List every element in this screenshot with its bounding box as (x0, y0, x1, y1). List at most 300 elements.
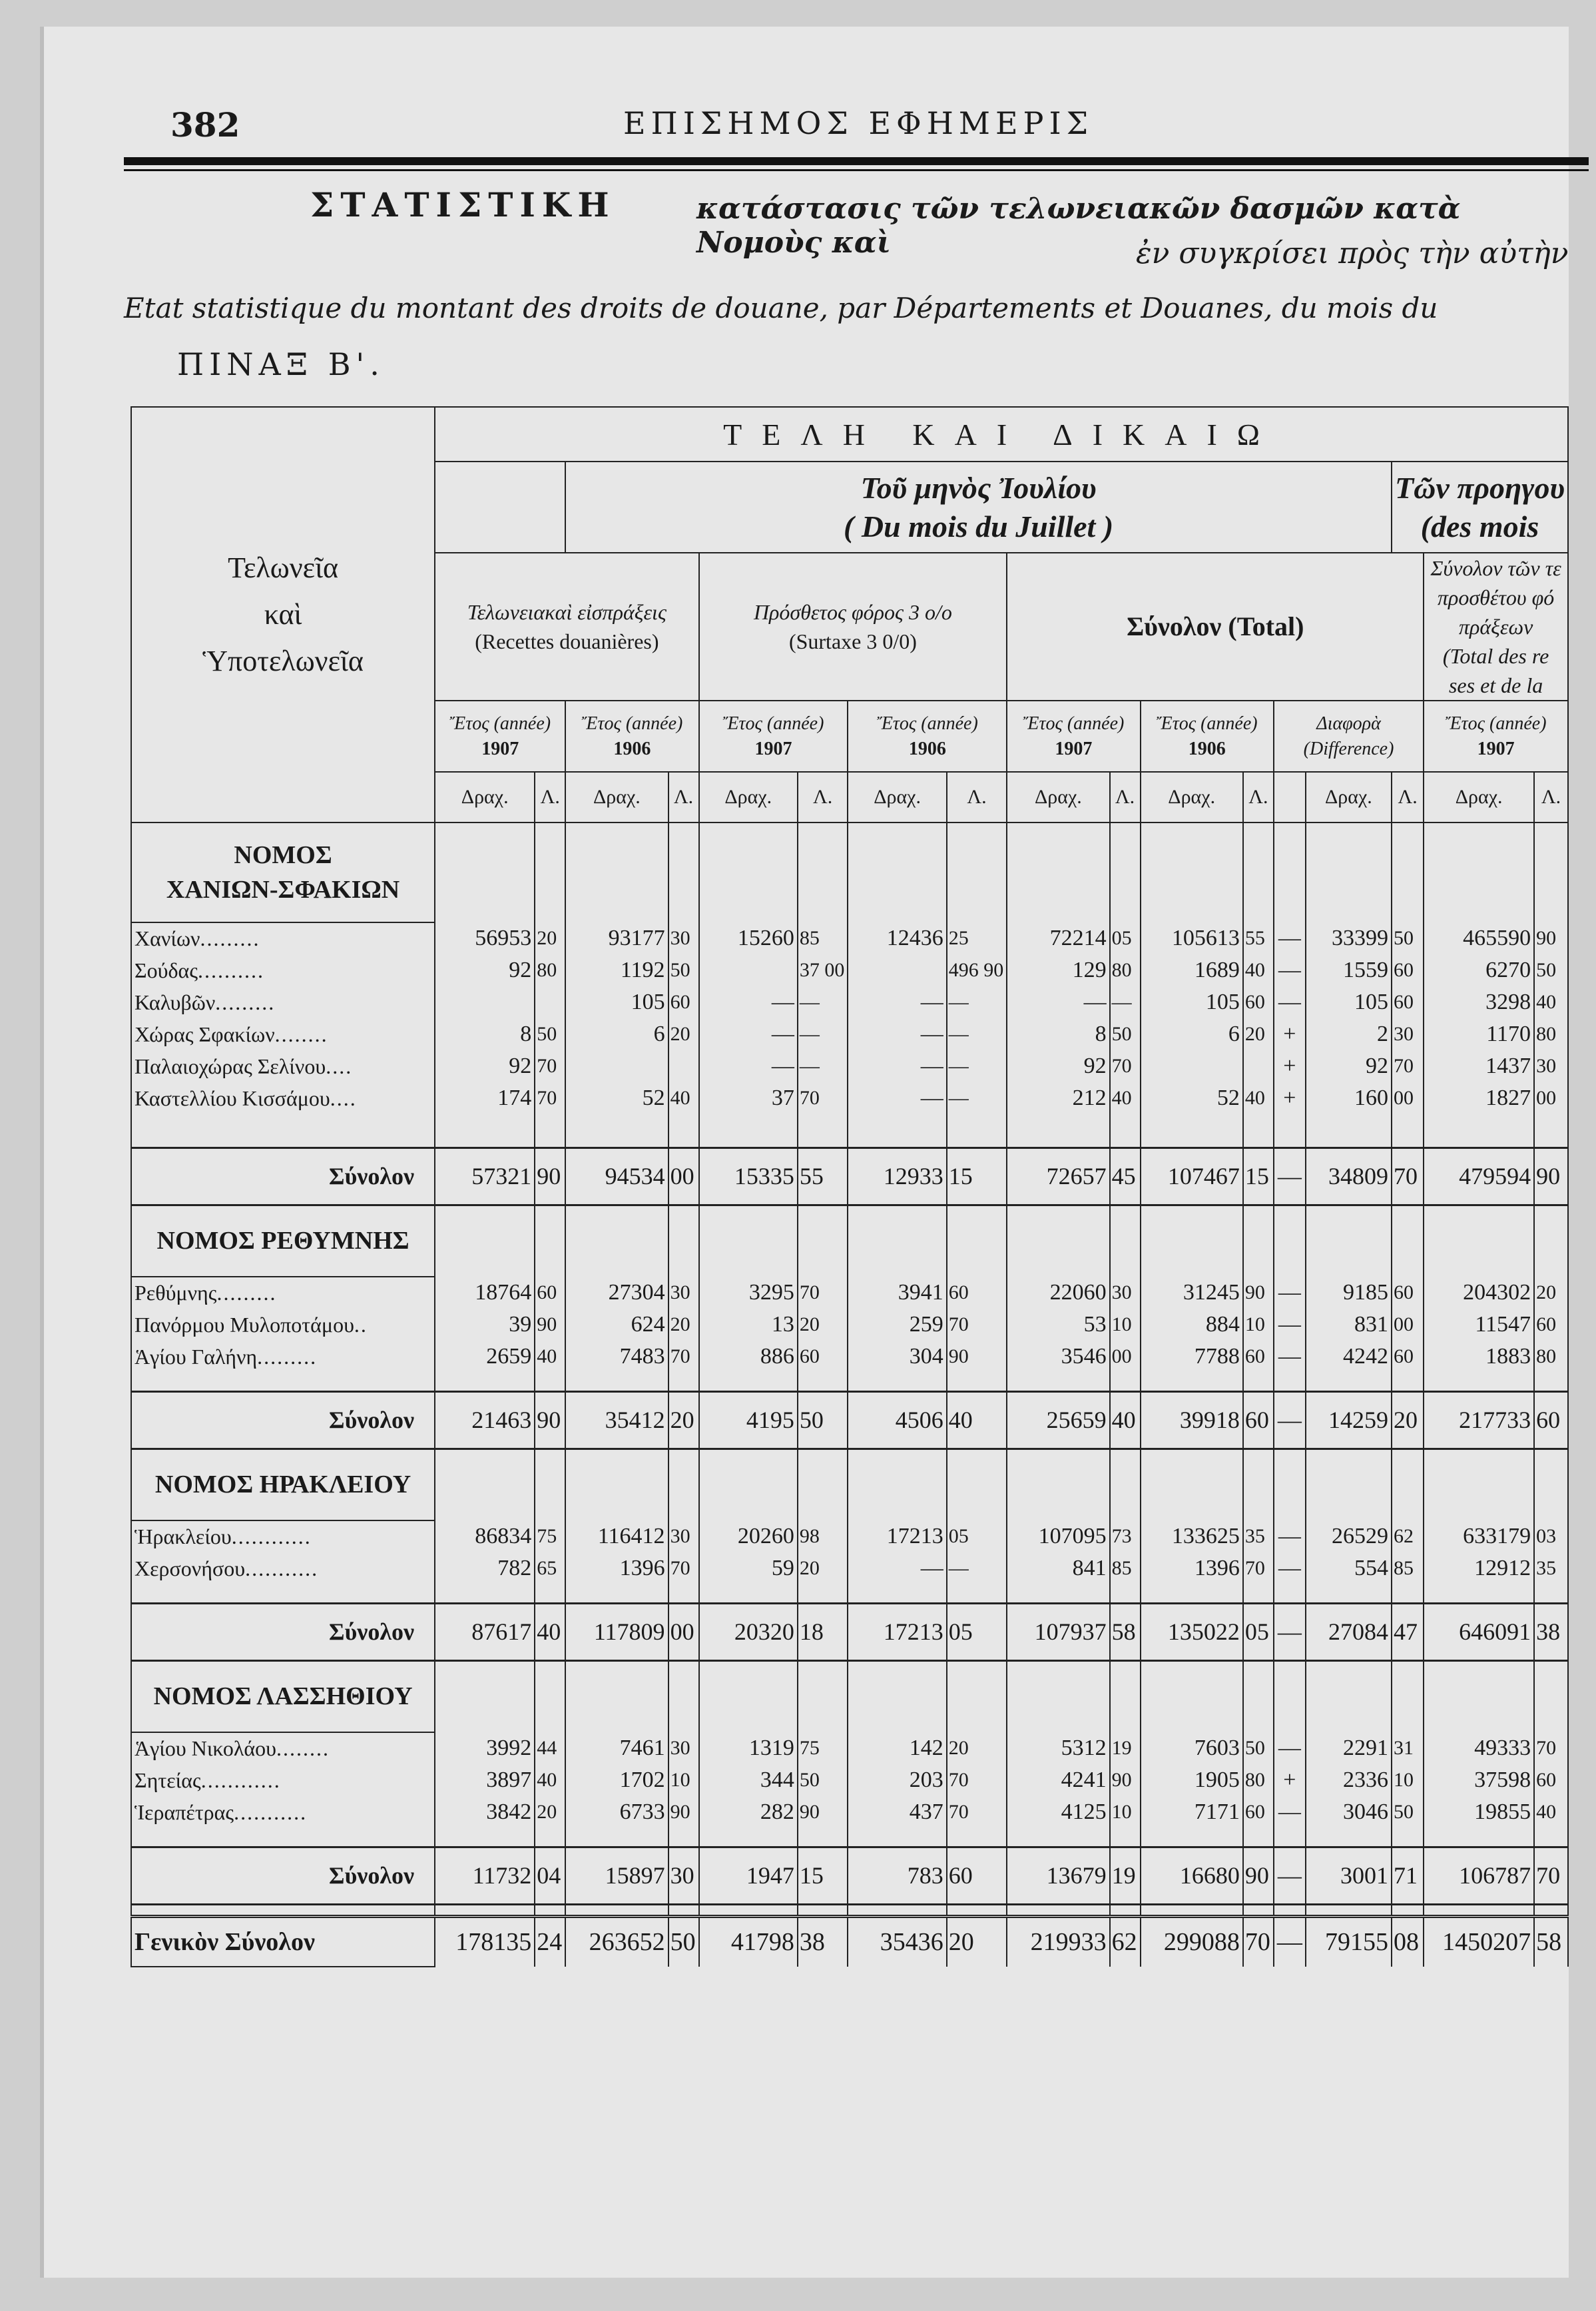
amount-drachmas: 15897 (565, 1847, 668, 1904)
blank-cell (565, 1660, 668, 1732)
amount-drachmas: 107467 (1141, 1148, 1243, 1205)
spacer-cell (1141, 1114, 1243, 1148)
amount-lepta: — (947, 1018, 1007, 1050)
difference-drachmas: 1559 (1306, 954, 1392, 986)
spacer-cell (1243, 1828, 1274, 1847)
prev-months-lepta: 80 (1534, 1018, 1568, 1050)
amount-lepta: — (947, 1082, 1007, 1114)
difference-sign: — (1274, 954, 1306, 986)
amount-lepta: 15 (1243, 1148, 1274, 1205)
amount-lepta: 60 (535, 1277, 565, 1309)
unit-lepta: Λ. (798, 772, 848, 823)
blank-cell (1141, 823, 1243, 922)
spacer-cell (1110, 1373, 1141, 1391)
prev-months-drachmas: 465590 (1424, 922, 1534, 954)
group-line: (Surtaxe 3 0/0) (788, 629, 917, 653)
amount-drachmas (848, 954, 946, 986)
amount-drachmas: 93177 (565, 922, 668, 954)
difference-drachmas: 33399 (1306, 922, 1392, 954)
corner-header (131, 407, 435, 823)
department-name-line: ΝΟΜΟΣ ΗΡΑΚΛΕΙΟΥ (154, 1471, 411, 1499)
blank-cell (1007, 1449, 1109, 1520)
amount-drachmas: — (699, 1050, 798, 1082)
unit-lepta: Λ. (1243, 772, 1274, 823)
prev-months-lepta: 35 (1534, 1552, 1568, 1584)
amount-drachmas: — (1007, 986, 1109, 1018)
newspaper-page (40, 27, 1569, 2278)
spacer-cell (1534, 1114, 1568, 1148)
amount-lepta (668, 1050, 699, 1082)
difference-lepta: 60 (1392, 1277, 1424, 1309)
blank-cell (947, 1205, 1007, 1277)
amount-drachmas: 116412 (565, 1520, 668, 1552)
office-name: Ἱεραπέτρας (134, 1800, 234, 1824)
blank-cell (1007, 1660, 1109, 1732)
amount-drachmas: 1396 (1141, 1552, 1243, 1584)
amount-lepta: 15 (798, 1847, 848, 1904)
spacer-cell (535, 1584, 565, 1603)
customs-office-label (131, 1796, 435, 1828)
spacer-cell (798, 1373, 848, 1391)
spacer-cell (1243, 1584, 1274, 1603)
unit-lepta: Λ. (1534, 772, 1568, 823)
spacer-cell (1534, 1584, 1568, 1603)
year-header (435, 701, 565, 772)
blank-cell (1141, 1205, 1243, 1277)
blank-cell (1306, 1660, 1392, 1732)
difference-sign: — (1274, 1847, 1306, 1904)
year-header (565, 701, 698, 772)
spacer-cell (798, 1828, 848, 1847)
difference-sign: — (1274, 1552, 1306, 1584)
amount-drachmas: 3941 (848, 1277, 946, 1309)
dot-leader: ......... (257, 1344, 318, 1369)
dot-leader: ........ (274, 1022, 328, 1046)
blank-cell (1110, 1449, 1141, 1520)
surtax-header (699, 553, 1007, 701)
blank-cell (947, 1449, 1007, 1520)
amount-lepta: 20 (668, 1309, 699, 1341)
spacer-cell (535, 1904, 565, 1916)
amount-lepta: 90 (1243, 1847, 1274, 1904)
spacer-cell (1306, 1584, 1392, 1603)
prev-months-drachmas: 646091 (1424, 1603, 1534, 1660)
spacer-row (131, 1904, 1568, 1916)
difference-drachmas: 2336 (1306, 1764, 1392, 1796)
statistics-table (131, 406, 1569, 1967)
spacer-cell (1424, 1114, 1534, 1148)
prev-months-lepta: 38 (1534, 1603, 1568, 1660)
spacer-cell (131, 1828, 435, 1847)
office-name: Πανόρμου Μυλοποτάμου (134, 1312, 354, 1337)
amount-drachmas: — (848, 1552, 946, 1584)
spacer-cell (699, 1904, 798, 1916)
unit-lepta: Λ. (947, 772, 1007, 823)
running-title: ΕΠΙΣΗΜΟΣ ΕΦΗΜΕΡΙΣ (623, 105, 1094, 141)
french-title: Etat statistique du montant des droits de douane, par Départements et Douanes, du mois du (124, 292, 1438, 324)
prev-total-line: προσθέτου φό (1437, 585, 1555, 609)
header-rule-thin (124, 169, 1589, 171)
spacer-cell (947, 1584, 1007, 1603)
prev-months-drachmas: 479594 (1424, 1148, 1534, 1205)
prev-months-lepta: 20 (1534, 1277, 1568, 1309)
blank-cell (1110, 823, 1141, 922)
amount-drachmas (1141, 1050, 1243, 1082)
amount-lepta: 90 (947, 1341, 1007, 1373)
amount-drachmas: 7603 (1141, 1732, 1243, 1764)
amount-lepta: 60 (1243, 1341, 1274, 1373)
spacer-row (131, 1828, 1568, 1847)
corner-line: Ὑποτελωνεῖα (202, 645, 364, 677)
amount-drachmas: 1319 (699, 1732, 798, 1764)
blank-cell (535, 1449, 565, 1520)
spacer-cell (668, 1828, 699, 1847)
spacer-cell (1424, 1904, 1534, 1916)
amount-lepta: 40 (947, 1391, 1007, 1449)
amount-lepta: 496 90 (947, 954, 1007, 986)
spacer-cell (1110, 1114, 1141, 1148)
prev-months-lepta: 90 (1534, 1148, 1568, 1205)
spacer-cell (1392, 1828, 1424, 1847)
amount-lepta: 37 00 (798, 954, 848, 986)
department-total-row (131, 1847, 1568, 1904)
amount-lepta: 30 (1110, 1277, 1141, 1309)
department-name-line: ΝΟΜΟΣ (234, 841, 332, 869)
spacer-cell (947, 1373, 1007, 1391)
dot-leader: .... (326, 1054, 353, 1078)
spacer-cell (565, 1828, 668, 1847)
amount-drachmas: 11732 (435, 1847, 535, 1904)
difference-sign: + (1274, 1050, 1306, 1082)
prev-months-lepta: 00 (1534, 1082, 1568, 1114)
spacer-cell (1534, 1904, 1568, 1916)
spacer-cell (1141, 1584, 1243, 1603)
spacer-cell (1110, 1904, 1141, 1916)
customs-office-row (131, 922, 1568, 954)
spacer-cell (1007, 1584, 1109, 1603)
spacer-cell (1141, 1904, 1243, 1916)
spacer-cell (1274, 1114, 1306, 1148)
difference-lepta: 20 (1392, 1391, 1424, 1449)
amount-lepta: 80 (535, 954, 565, 986)
spacer-cell (435, 1584, 535, 1603)
spacer-cell (1007, 1114, 1109, 1148)
amount-drachmas: 282 (699, 1796, 798, 1828)
spacer-cell (947, 1828, 1007, 1847)
prev-months-drachmas: 106787 (1424, 1847, 1534, 1904)
amount-lepta: 70 (1110, 1050, 1141, 1082)
amount-lepta: — (947, 1552, 1007, 1584)
difference-sign: — (1274, 1148, 1306, 1205)
diff-label: Διαφορὰ (1316, 713, 1381, 734)
blank-cell (1534, 1205, 1568, 1277)
prev-months-drachmas: 11547 (1424, 1309, 1534, 1341)
blank-cell (1274, 1449, 1306, 1520)
amount-drachmas: 52 (565, 1082, 668, 1114)
amount-lepta: 60 (798, 1341, 848, 1373)
blank-cell (947, 823, 1007, 922)
amount-lepta: 73 (1110, 1520, 1141, 1552)
amount-drachmas: 219933 (1007, 1916, 1109, 1967)
department-name-line: ΝΟΜΟΣ ΛΑΣΣΗΘΙΟΥ (153, 1682, 413, 1711)
prev-months-lepta: 80 (1534, 1341, 1568, 1373)
amount-lepta: 70 (668, 1552, 699, 1584)
amount-drachmas: 17213 (848, 1520, 946, 1552)
prev-total-header (1424, 553, 1568, 701)
year-value: 1907 (1477, 738, 1515, 759)
spacer-cell (848, 1114, 946, 1148)
blank-cell (699, 1205, 798, 1277)
spacer-cell (798, 1904, 848, 1916)
department-total-row (131, 1603, 1568, 1660)
customs-office-label (131, 1552, 435, 1584)
amount-lepta: 18 (798, 1603, 848, 1660)
dot-leader: .... (330, 1086, 357, 1110)
blank-cell (1110, 1660, 1141, 1732)
blank-cell (1141, 1660, 1243, 1732)
difference-lepta: 47 (1392, 1603, 1424, 1660)
amount-lepta: 70 (947, 1764, 1007, 1796)
amount-drachmas: 22060 (1007, 1277, 1109, 1309)
difference-drachmas: 105 (1306, 986, 1392, 1018)
spacer-cell (565, 1584, 668, 1603)
year-label: Ἔτος (année) (1445, 713, 1547, 734)
amount-drachmas: 135022 (1141, 1603, 1243, 1660)
amount-drachmas: 3842 (435, 1796, 535, 1828)
amount-drachmas: 37 (699, 1082, 798, 1114)
amount-drachmas: 105 (565, 986, 668, 1018)
year-label: Ἔτος (année) (1023, 713, 1125, 734)
spacer-cell (535, 1373, 565, 1391)
month-gr: Τοῦ μηνὸς Ἰουλίου (860, 470, 1097, 505)
prev-months-line: (des mois (1420, 509, 1539, 543)
prev-months-drachmas: 3298 (1424, 986, 1534, 1018)
spacer-cell (131, 1584, 435, 1603)
amount-drachmas: 3897 (435, 1764, 535, 1796)
amount-lepta: 20 (668, 1018, 699, 1050)
amount-lepta: 30 (668, 1277, 699, 1309)
blank-cell (1392, 823, 1424, 922)
difference-drachmas: 160 (1306, 1082, 1392, 1114)
spacer-cell (699, 1373, 798, 1391)
blank-cell (435, 1449, 535, 1520)
amount-drachmas: 16680 (1141, 1847, 1243, 1904)
amount-drachmas: 4195 (699, 1391, 798, 1449)
department-row (131, 1449, 1568, 1520)
spacer-cell (435, 1114, 535, 1148)
amount-drachmas: — (848, 1082, 946, 1114)
blank-cell (1424, 1660, 1534, 1732)
amount-drachmas: 7483 (565, 1341, 668, 1373)
customs-office-row (131, 1082, 1568, 1114)
month-fr: ( Du mois du Juillet ) (844, 509, 1114, 543)
amount-drachmas: 1905 (1141, 1764, 1243, 1796)
difference-drachmas: 79155 (1306, 1916, 1392, 1967)
amount-lepta: 30 (668, 922, 699, 954)
amount-lepta: 45 (1110, 1148, 1141, 1205)
spacer-cell (1392, 1373, 1424, 1391)
main-header: ΤΕΛΗ ΚΑΙ ΔΙΚΑΙΩ (435, 407, 1568, 462)
prev-months-drachmas: 1170 (1424, 1018, 1534, 1050)
spacer-cell (1424, 1828, 1534, 1847)
spacer-cell (565, 1373, 668, 1391)
spacer-cell (1274, 1904, 1306, 1916)
blank-cell (668, 823, 699, 922)
prev-months-lepta: 70 (1534, 1732, 1568, 1764)
office-name: Χερσονήσου (134, 1556, 246, 1580)
prev-months-lepta: 40 (1534, 986, 1568, 1018)
amount-drachmas: 782 (435, 1552, 535, 1584)
difference-lepta: 00 (1392, 1309, 1424, 1341)
amount-lepta: 40 (1110, 1082, 1141, 1114)
amount-lepta: 55 (1243, 922, 1274, 954)
amount-lepta: 90 (1243, 1277, 1274, 1309)
amount-lepta: 10 (1110, 1796, 1141, 1828)
customs-office-row (131, 1018, 1568, 1050)
spacer-cell (1007, 1904, 1109, 1916)
customs-office-label (131, 1732, 435, 1764)
blank-cell (1274, 823, 1306, 922)
total-label: Σύνολον (131, 1391, 435, 1449)
spacer-cell (699, 1584, 798, 1603)
amount-lepta: 30 (668, 1847, 699, 1904)
amount-drachmas: 1702 (565, 1764, 668, 1796)
spacer-cell (1306, 1114, 1392, 1148)
unit-drachma: Δραχ. (1424, 772, 1534, 823)
customs-office-row (131, 1764, 1568, 1796)
blank-cell (848, 823, 946, 922)
diff-label-fr: (Difference) (1303, 738, 1394, 759)
amount-drachmas: 299088 (1141, 1916, 1243, 1967)
office-name: Ἡρακλείου (134, 1524, 232, 1548)
difference-drachmas: 92 (1306, 1050, 1392, 1082)
amount-drachmas: 59 (699, 1552, 798, 1584)
page-number: 382 (170, 105, 240, 145)
customs-office-label (131, 1309, 435, 1341)
group-line: Τελωνειακαὶ εἰσπράξεις (467, 600, 666, 624)
blank-cell (848, 1660, 946, 1732)
amount-lepta: 24 (535, 1916, 565, 1967)
amount-lepta: 70 (1243, 1916, 1274, 1967)
spacer-row (131, 1114, 1568, 1148)
spacer-cell (798, 1114, 848, 1148)
year-value: 1906 (908, 738, 946, 759)
amount-lepta: 40 (535, 1341, 565, 1373)
amount-drachmas: 92 (435, 954, 535, 986)
amount-drachmas: 31245 (1141, 1277, 1243, 1309)
amount-drachmas (699, 954, 798, 986)
difference-sign: — (1274, 922, 1306, 954)
amount-lepta: 05 (1243, 1603, 1274, 1660)
blank-cell (947, 1660, 1007, 1732)
spacer-cell (1306, 1904, 1392, 1916)
amount-drachmas: 18764 (435, 1277, 535, 1309)
prev-total-line: (Total des re (1442, 644, 1549, 668)
dot-leader: ........... (245, 1556, 319, 1580)
amount-lepta (1243, 1050, 1274, 1082)
amount-lepta: 50 (798, 1764, 848, 1796)
amount-drachmas: — (848, 986, 946, 1018)
office-name: Ἁγίου Γαλήνη (134, 1344, 258, 1369)
amount-drachmas: 41798 (699, 1916, 798, 1967)
blank-cell (435, 1205, 535, 1277)
spacer-cell (668, 1904, 699, 1916)
amount-lepta: 58 (1110, 1603, 1141, 1660)
spacer-cell (1274, 1828, 1306, 1847)
blank-cell (699, 1449, 798, 1520)
blank-cell (668, 1449, 699, 1520)
difference-header (1274, 701, 1424, 772)
amount-lepta: 75 (535, 1520, 565, 1552)
blank-cell (435, 1660, 535, 1732)
prev-months-header (1392, 462, 1568, 553)
amount-lepta: — (947, 986, 1007, 1018)
difference-lepta: 10 (1392, 1764, 1424, 1796)
year-header (1141, 701, 1274, 772)
amount-lepta: — (798, 1018, 848, 1050)
spacer-cell (1110, 1828, 1141, 1847)
unit-lepta: Λ. (535, 772, 565, 823)
unit-drachma: Δραχ. (1306, 772, 1392, 823)
amount-drachmas: 178135 (435, 1916, 535, 1967)
amount-drachmas: 344 (699, 1764, 798, 1796)
difference-drachmas: 27084 (1306, 1603, 1392, 1660)
spacer-cell (1392, 1584, 1424, 1603)
spacer-cell (668, 1584, 699, 1603)
amount-drachmas: 7788 (1141, 1341, 1243, 1373)
amount-lepta: 00 (1110, 1341, 1141, 1373)
amount-lepta: 60 (947, 1847, 1007, 1904)
blank-cell (668, 1660, 699, 1732)
unit-lepta: Λ. (1110, 772, 1141, 823)
unit-drachma: Δραχ. (565, 772, 668, 823)
dot-leader: .......... (197, 958, 264, 982)
year-value: 1907 (1055, 738, 1093, 759)
spacer-cell (1007, 1373, 1109, 1391)
amount-lepta: 05 (947, 1520, 1007, 1552)
spacer-cell (131, 1373, 435, 1391)
spacer-cell (1243, 1114, 1274, 1148)
amount-lepta: 80 (1243, 1764, 1274, 1796)
blank-cell (435, 823, 535, 922)
amount-lepta: 20 (535, 1796, 565, 1828)
blank-cell (1141, 1449, 1243, 1520)
difference-drachmas: 34809 (1306, 1148, 1392, 1205)
department-name (131, 1449, 435, 1520)
blank-cell (1306, 1449, 1392, 1520)
amount-lepta: 10 (1243, 1309, 1274, 1341)
page-title: ΣΤΑΤΙΣΤΙΚΗ (310, 185, 616, 224)
amount-drachmas: 5312 (1007, 1732, 1109, 1764)
prev-months-drachmas: 49333 (1424, 1732, 1534, 1764)
amount-drachmas: 8 (1007, 1018, 1109, 1050)
customs-office-label (131, 1764, 435, 1796)
amount-drachmas: 7171 (1141, 1796, 1243, 1828)
year-label: Ἔτος (année) (449, 713, 551, 734)
spacer-cell (947, 1904, 1007, 1916)
year-value: 1907 (754, 738, 792, 759)
spacer-cell (1274, 1373, 1306, 1391)
amount-drachmas: 4125 (1007, 1796, 1109, 1828)
amount-drachmas: 39918 (1141, 1391, 1243, 1449)
amount-lepta: — (798, 986, 848, 1018)
prev-total-line: ses et de la (1448, 673, 1543, 697)
amount-lepta: 05 (947, 1603, 1007, 1660)
amount-drachmas: 6 (1141, 1018, 1243, 1050)
amount-drachmas: 72214 (1007, 922, 1109, 954)
amount-drachmas: 1689 (1141, 954, 1243, 986)
customs-office-row (131, 1341, 1568, 1373)
